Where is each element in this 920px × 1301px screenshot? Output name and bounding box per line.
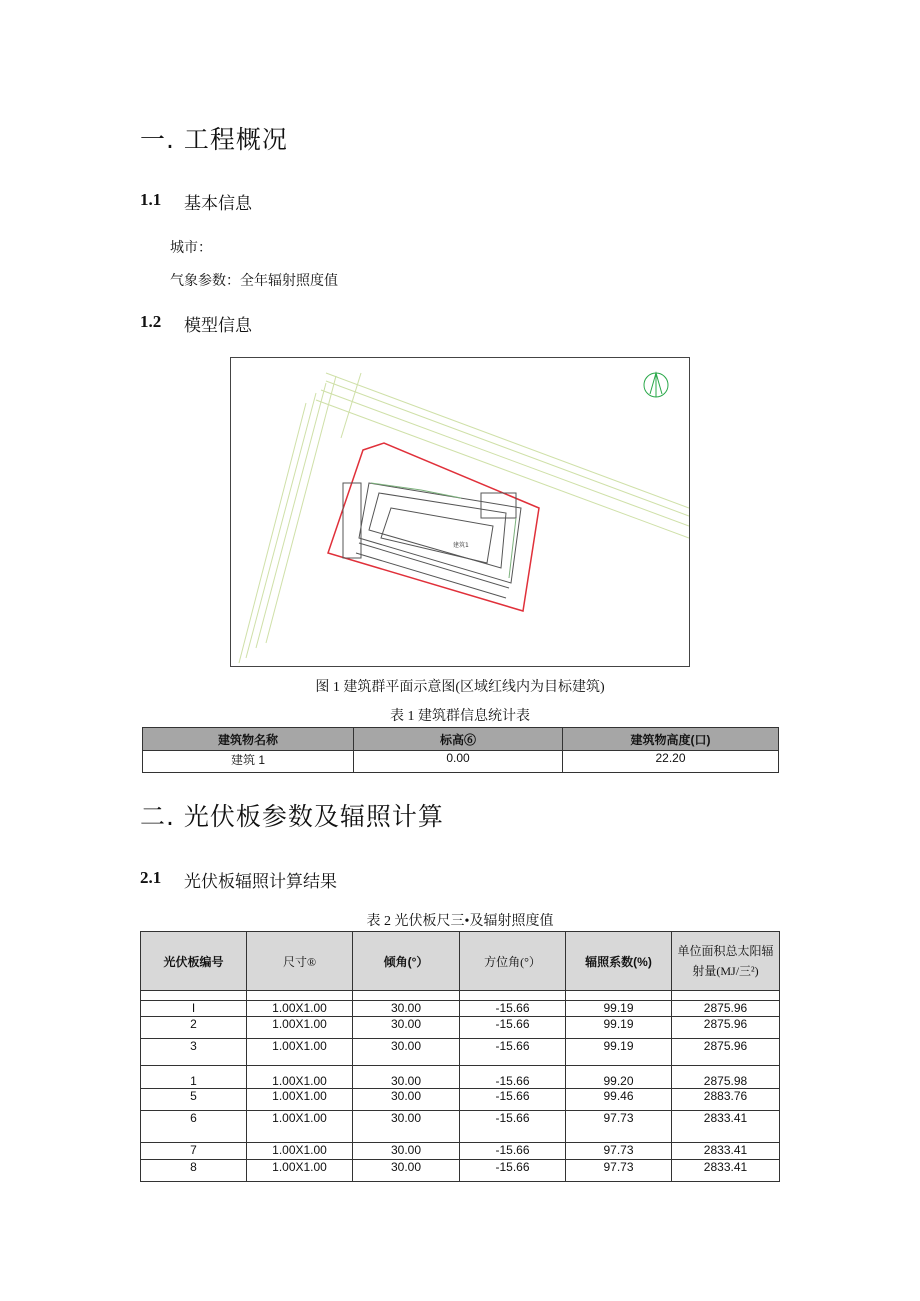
cell-tilt: 30.00 <box>353 1089 460 1111</box>
cell-size: 1.00X1.00 <box>247 1039 353 1066</box>
cell-coef: 99.20 <box>566 1066 672 1089</box>
cell-tilt: 30.00 <box>353 1143 460 1160</box>
cell-azimuth: -15.66 <box>460 1066 566 1089</box>
building-info-table <box>142 727 779 773</box>
table-1-caption: 表 1 建筑群信息统计表 <box>390 709 530 724</box>
table-2-caption: 表 2 光伏板尺三•及辐射照度值 <box>366 914 554 929</box>
cell-azimuth: -15.66 <box>460 1111 566 1143</box>
table-header-row <box>141 932 780 991</box>
cell-radiation: 2875.96 <box>672 1039 780 1066</box>
cell-size: 1.00X1.00 <box>247 1066 353 1089</box>
spacer-row <box>141 991 780 1001</box>
cell-panel-id: 8 <box>141 1160 247 1182</box>
cell-tilt: 30.00 <box>353 1001 460 1017</box>
cell-coef: 99.19 <box>566 1017 672 1039</box>
cell-panel-id: I <box>141 1001 247 1017</box>
weather-param-label: 气象参数：全年辐射照度值 <box>170 273 338 289</box>
table-row <box>141 1089 780 1111</box>
cell-coef: 99.46 <box>566 1089 672 1111</box>
cell-tilt: 30.00 <box>353 1017 460 1039</box>
pv-panel-table <box>140 931 780 1182</box>
cell-size: 1.00X1.00 <box>247 1143 353 1160</box>
cell-size: 1.00X1.00 <box>247 1111 353 1143</box>
cell-panel-id: 7 <box>141 1143 247 1160</box>
cell-azimuth: -15.66 <box>460 1160 566 1182</box>
cell-tilt: 30.00 <box>353 1160 460 1182</box>
cell-tilt: 30.00 <box>353 1039 460 1066</box>
col-total-radiation-line1: 单位面积总太阳辐 <box>677 944 774 958</box>
building-1-label: 建筑1 <box>453 542 469 549</box>
cell-building-name: 建筑 1 <box>143 751 354 773</box>
section-2-title: 二. 光伏板参数及辐照计算 <box>140 802 444 831</box>
cell-azimuth: -15.66 <box>460 1017 566 1039</box>
cell-tilt: 30.00 <box>353 1066 460 1089</box>
col-tilt: 倾角(°） <box>353 932 460 991</box>
cell-coef: 97.73 <box>566 1111 672 1143</box>
cell-panel-id: 6 <box>141 1111 247 1143</box>
col-size: 尺寸® <box>247 932 353 991</box>
table-row <box>141 1066 780 1089</box>
col-total-radiation <box>672 932 780 991</box>
col-azimuth: 方位角(°） <box>460 932 566 991</box>
section-2-1-number: 2.1 <box>140 868 162 887</box>
cell-coef: 99.19 <box>566 1039 672 1066</box>
north-arrow-icon <box>644 373 668 397</box>
cell-radiation: 2875.98 <box>672 1066 780 1089</box>
section-1-1-number: 1.1 <box>140 190 162 209</box>
cell-azimuth: -15.66 <box>460 1001 566 1017</box>
section-1-2-title: 模型信息 <box>184 316 252 336</box>
cell-coef: 99.19 <box>566 1001 672 1017</box>
cell-panel-id: 3 <box>141 1039 247 1066</box>
cell-coef: 97.73 <box>566 1143 672 1160</box>
table-row <box>141 1160 780 1182</box>
col-elevation: 标高⑥ <box>354 728 563 751</box>
cell-panel-id: 5 <box>141 1089 247 1111</box>
cell-radiation: 2833.41 <box>672 1160 780 1182</box>
cell-size: 1.00X1.00 <box>247 1160 353 1182</box>
cell-size: 1.00X1.00 <box>247 1017 353 1039</box>
table-row <box>141 1111 780 1143</box>
table-row <box>143 751 779 773</box>
figure-1-caption: 图 1 建筑群平面示意图(区域红线内为目标建筑) <box>315 680 605 695</box>
cell-radiation: 2875.96 <box>672 1017 780 1039</box>
col-total-radiation-line2: 射量(MJ/三²) <box>692 964 759 978</box>
cell-azimuth: -15.66 <box>460 1089 566 1111</box>
site-plan-figure <box>230 357 690 667</box>
cell-elevation: 0.00 <box>354 751 563 773</box>
site-plan-drawing <box>231 358 689 666</box>
col-panel-id: 光伏板编号 <box>141 932 247 991</box>
cell-coef: 97.73 <box>566 1160 672 1182</box>
table-row <box>141 1039 780 1066</box>
table-header-row <box>143 728 779 751</box>
table-row <box>141 1001 780 1017</box>
cell-radiation: 2875.96 <box>672 1001 780 1017</box>
cell-azimuth: -15.66 <box>460 1143 566 1160</box>
cell-panel-id: 2 <box>141 1017 247 1039</box>
city-label: 城市： <box>170 240 212 256</box>
site-red-boundary <box>328 443 539 611</box>
cell-radiation: 2833.41 <box>672 1143 780 1160</box>
cell-building-height: 22.20 <box>563 751 779 773</box>
cell-panel-id: 1 <box>141 1066 247 1089</box>
cell-size: 1.00X1.00 <box>247 1001 353 1017</box>
cell-radiation: 2833.41 <box>672 1111 780 1143</box>
cell-size: 1.00X1.00 <box>247 1089 353 1111</box>
table-row <box>141 1143 780 1160</box>
col-irradiance-coef: 辐照系数(%) <box>566 932 672 991</box>
road-lines <box>239 373 689 663</box>
section-1-title: 一. 工程概况 <box>140 125 288 154</box>
cell-tilt: 30.00 <box>353 1111 460 1143</box>
section-2-1-title: 光伏板辐照计算结果 <box>184 872 337 892</box>
table-row <box>141 1017 780 1039</box>
section-1-2-number: 1.2 <box>140 312 162 331</box>
cell-radiation: 2883.76 <box>672 1089 780 1111</box>
col-building-name: 建筑物名称 <box>143 728 354 751</box>
col-building-height: 建筑物高度(口) <box>563 728 779 751</box>
section-1-1-title: 基本信息 <box>184 194 252 214</box>
cell-azimuth: -15.66 <box>460 1039 566 1066</box>
building-outlines <box>343 483 521 598</box>
